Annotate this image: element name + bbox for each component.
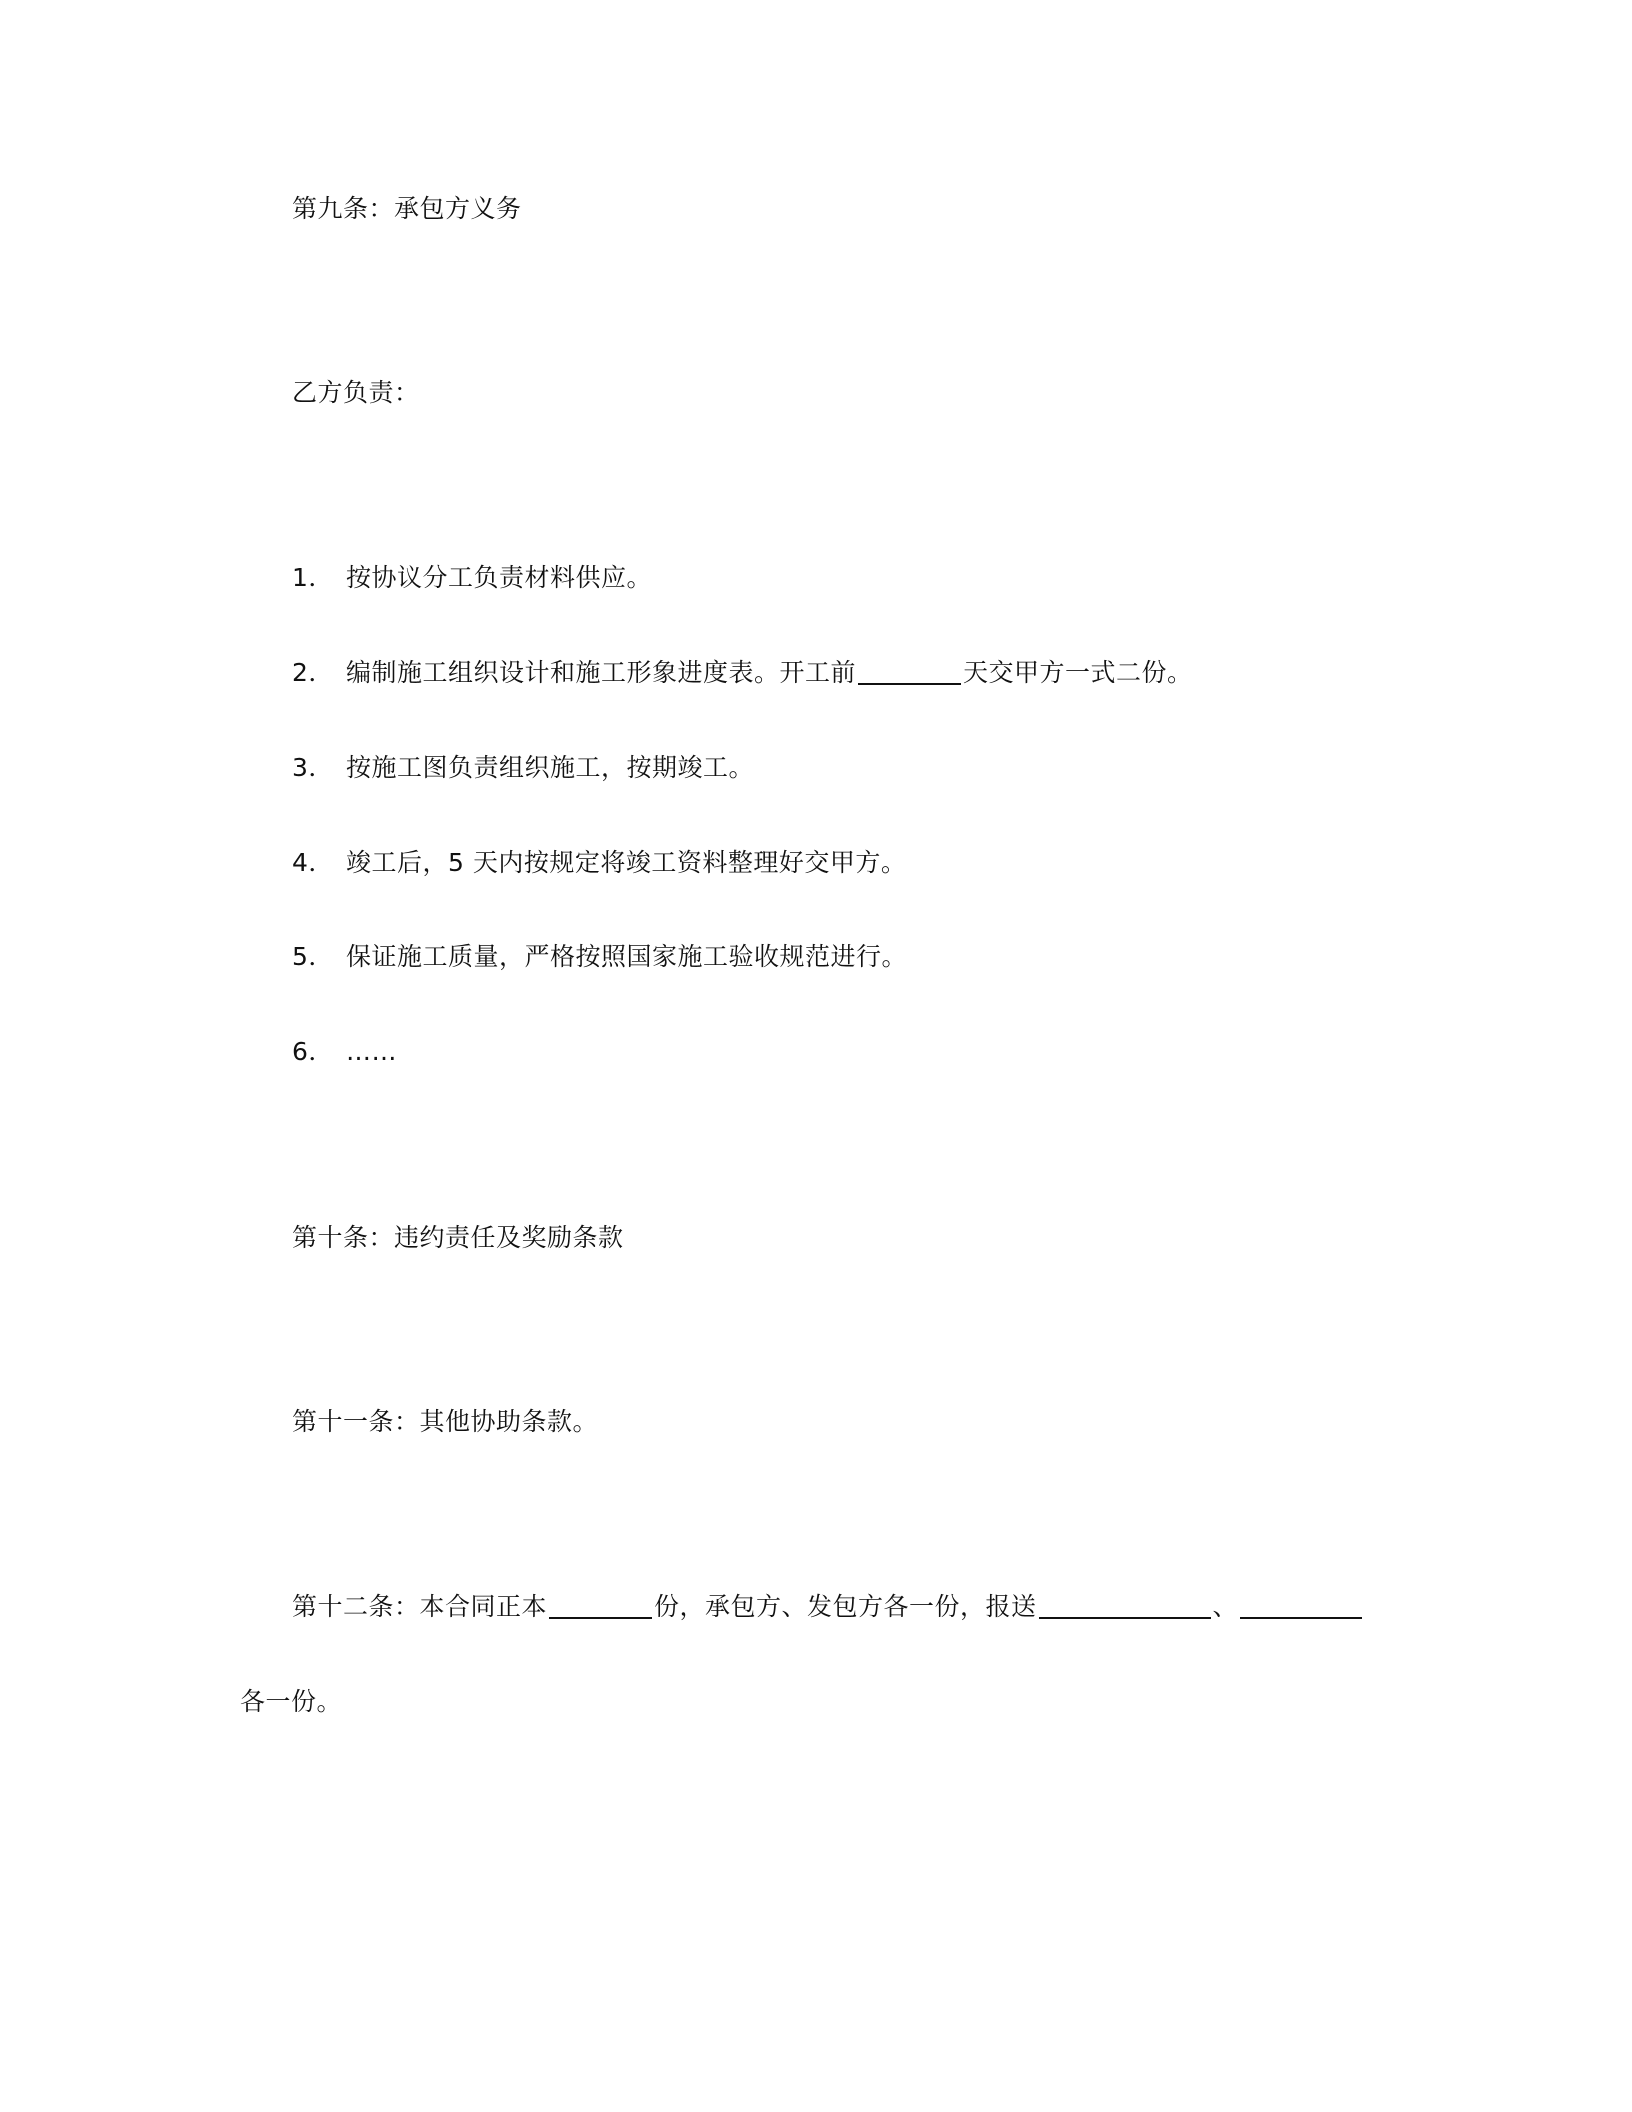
- list-item-number: 4．: [292, 848, 334, 877]
- list-item-text: 竣工后，5 天内按规定将竣工资料整理好交甲方。: [346, 848, 907, 877]
- list-item-text-before: 编制施工组织设计和施工形象进度表。开工前: [346, 658, 857, 687]
- list-item-number: 2．: [292, 658, 334, 687]
- list-item: [292, 846, 906, 880]
- article-9-heading: 第九条：承包方义务: [292, 194, 522, 223]
- list-item-text: 按施工图负责组织施工，按期竣工。: [346, 753, 755, 782]
- fill-in-blank-recipient-2[interactable]: [1240, 1593, 1362, 1619]
- article-12-part1: 第十二条：本合同正本: [292, 1592, 548, 1621]
- article-12-part2: 份，承包方、发包方各一份，报送: [654, 1592, 1037, 1621]
- list-item-text: 按协议分工负责材料供应。: [346, 563, 653, 592]
- list-item-number: 3．: [292, 753, 334, 782]
- list-item-text: 保证施工质量，严格按照国家施工验收规范进行。: [346, 942, 908, 971]
- list-item-number: 6．: [292, 1037, 334, 1066]
- list-item: [292, 940, 907, 974]
- article-12-line: [292, 1590, 1364, 1624]
- list-item: [292, 1035, 397, 1069]
- list-item-text-after: 天交甲方一式二份。: [963, 658, 1193, 687]
- list-item-text: ……: [346, 1037, 397, 1066]
- article-12-continuation: 各一份。: [240, 1687, 343, 1716]
- list-item: [292, 751, 754, 785]
- list-item: [292, 561, 652, 595]
- article-12-part3: 、: [1212, 1592, 1239, 1621]
- article-9-subheading: 乙方负责：: [292, 378, 420, 407]
- fill-in-blank-copies[interactable]: [549, 1593, 652, 1619]
- article-10-heading: 第十条：违约责任及奖励条款: [292, 1223, 624, 1252]
- list-item-number: 1．: [292, 563, 334, 592]
- fill-in-blank-recipient-1[interactable]: [1039, 1593, 1211, 1619]
- article-11-heading: 第十一条：其他协助条款。: [292, 1407, 599, 1436]
- list-item: [292, 656, 1193, 690]
- list-item-number: 5．: [292, 942, 334, 971]
- fill-in-blank-days[interactable]: [858, 659, 961, 685]
